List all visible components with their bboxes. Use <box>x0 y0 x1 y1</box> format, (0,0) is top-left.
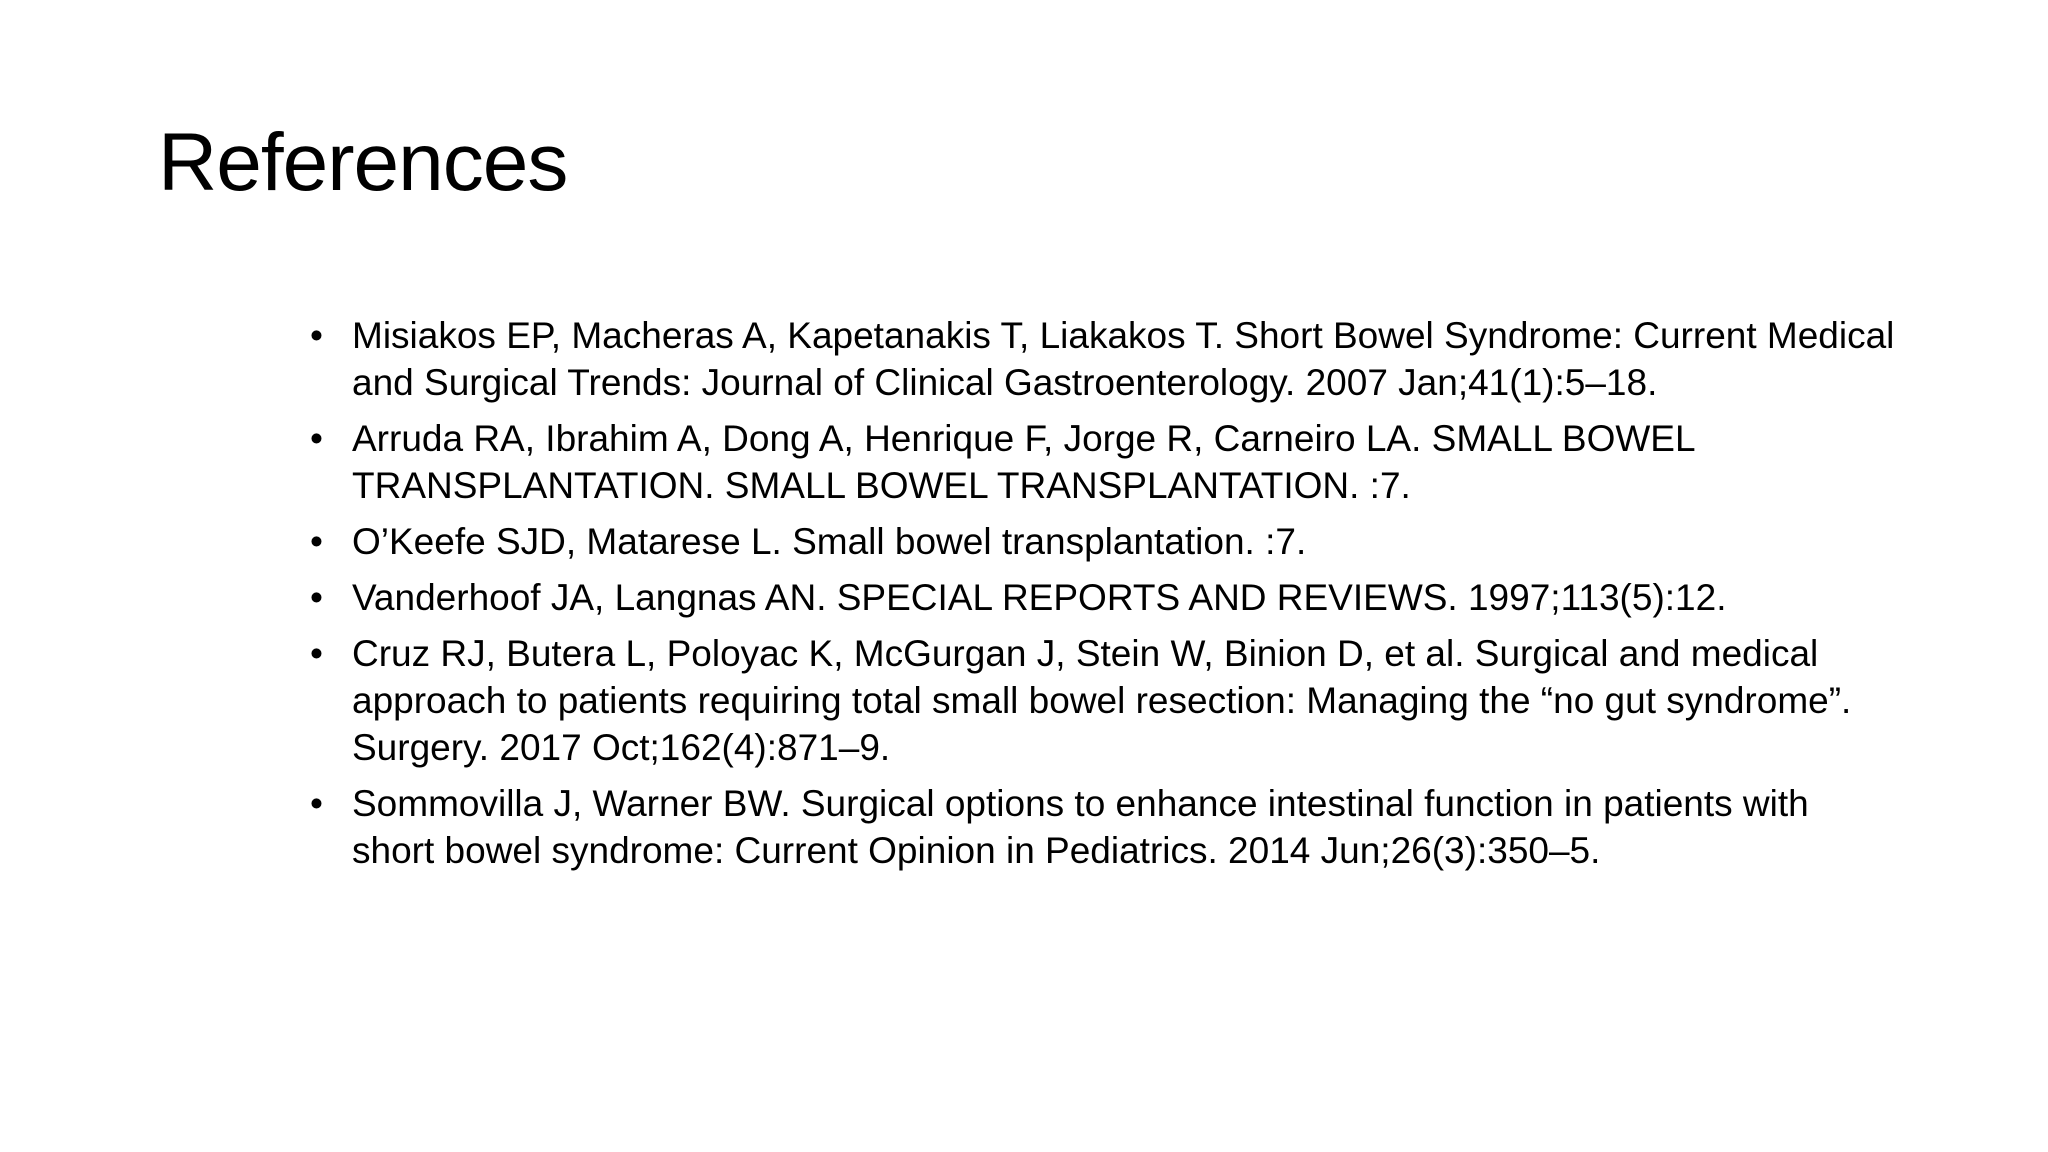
reference-item <box>308 312 1898 406</box>
reference-text: Vanderhoof JA, Langnas AN. SPECIAL REPORTS AND REVIEWS. 1997;113(5):12. <box>352 577 1727 618</box>
reference-item <box>308 518 1898 565</box>
reference-text: Cruz RJ, Butera L, Poloyac K, McGurgan J, Stein W, Binion D, et al. Surgical and medical approach to patients requiring total small bowel resection: Managing the “no gut syndrome”. Surgery. 2017 Oct;162(4):871–9. <box>352 633 1852 768</box>
slide-title: References <box>158 117 568 208</box>
reference-text: Misiakos EP, Macheras A, Kapetanakis T, Liakakos T. Short Bowel Syndrome: Current Medical and Surgical Trends: Journal of Clinical Gastroenterology. 2007 Jan;41(1):5–18. <box>352 315 1895 403</box>
bullet-icon: • <box>310 521 323 562</box>
reference-item <box>308 630 1898 771</box>
bullet-icon: • <box>310 783 323 824</box>
reference-text: O’Keefe SJD, Matarese L. Small bowel transplantation. :7. <box>352 521 1307 562</box>
reference-list <box>308 312 1898 883</box>
reference-text: Arruda RA, Ibrahim A, Dong A, Henrique F, Jorge R, Carneiro LA. SMALL BOWEL TRANSPLANTATION. SMALL BOWEL TRANSPLANTATION. :7. <box>352 418 1695 506</box>
reference-item <box>308 780 1898 874</box>
reference-text: Sommovilla J, Warner BW. Surgical options to enhance intestinal function in patients with short bowel syndrome: Current Opinion in Pediatrics. 2014 Jun;26(3):350–5. <box>352 783 1809 871</box>
reference-item <box>308 415 1898 509</box>
bullet-icon: • <box>310 577 323 618</box>
bullet-icon: • <box>310 418 323 459</box>
bullet-icon: • <box>310 633 323 674</box>
bullet-icon: • <box>310 315 323 356</box>
reference-item <box>308 574 1898 621</box>
